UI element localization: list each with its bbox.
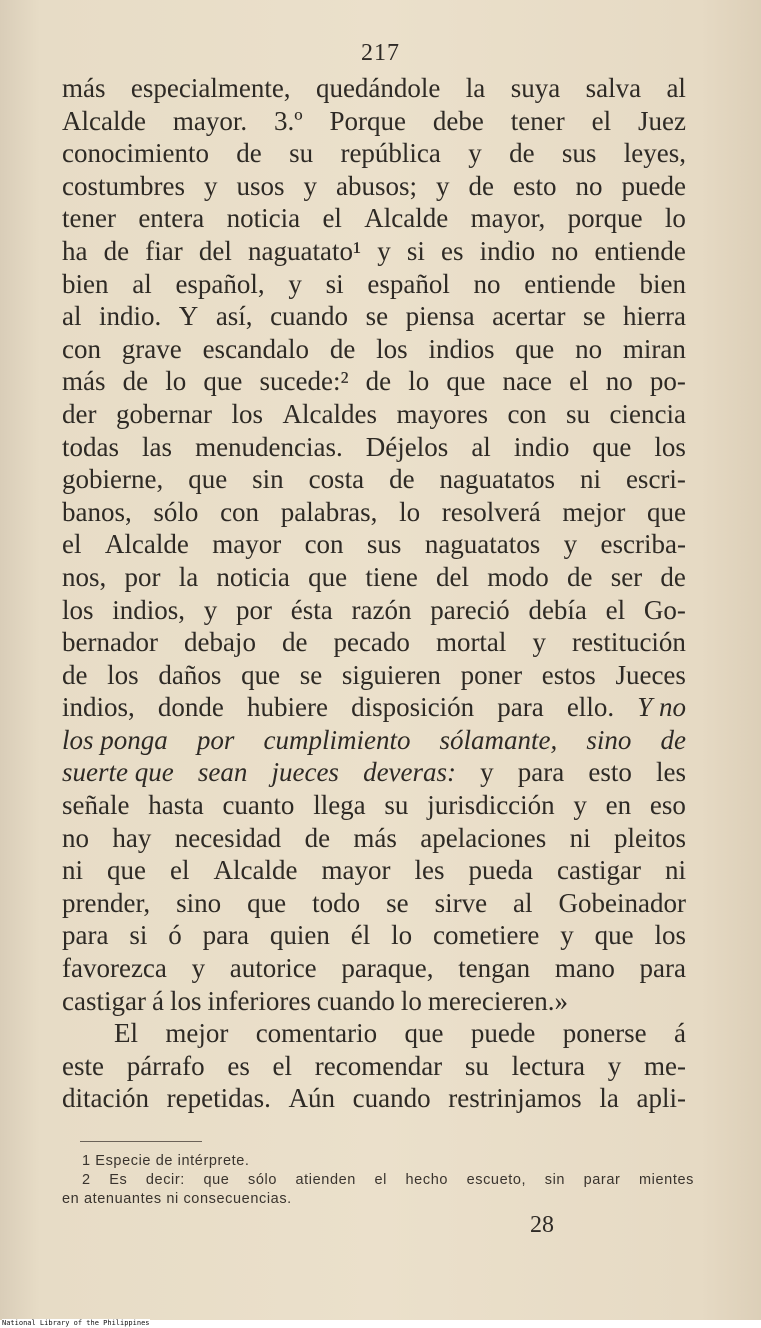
text-line: gobierne, que sin costa de naguatatos ni escri- (62, 464, 686, 495)
text-line: ditación repetidas. Aún cuando restrinjamos la apli- (62, 1083, 686, 1114)
library-credit: National Library of the Philippines (2, 1319, 150, 1327)
text-line: bernador debajo de pecado mortal y restitución (62, 627, 686, 658)
footnote-2: 2 Es decir: que sólo atienden el hecho escueto, sin parar mientes (82, 1172, 694, 1188)
text-line: no hay necesidad de más apelaciones ni pleitos (62, 822, 686, 853)
text-line: Alcalde mayor. 3.º Porque debe tener el Juez (62, 105, 686, 136)
footnotes (62, 1152, 694, 1209)
footnote-2-continued: en atenuantes ni consecuencias. (62, 1191, 292, 1207)
text-line: ni que el Alcalde mayor les pueda castigar ni (62, 855, 686, 886)
text-line: favorezca y autorice paraque, tengan mano para (62, 953, 686, 984)
text-line: prender, sino que todo se sirve al Gobeinador (62, 887, 686, 918)
text-line: el Alcalde mayor con sus naguatatos y escriba- (62, 529, 686, 560)
text-line: más de lo que sucede:² de lo que nace el no po- (62, 366, 686, 397)
text-line: indios, donde hubiere disposición para ello. Y no (62, 692, 686, 723)
text-line: este párrafo es el recomendar su lectura y me- (62, 1050, 686, 1081)
text-line: costumbres y usos y abusos; y de esto no puede (62, 170, 686, 201)
text-line: castigar á los inferiores cuando lo merecieren.» (62, 985, 569, 1016)
page-number: 217 (361, 40, 400, 66)
text-line: todas las menudencias. Déjelos al indio que los (62, 431, 686, 462)
body-text (62, 72, 686, 1115)
text-line: de los daños que se siguieren poner estos Jueces (62, 659, 686, 690)
text-line: nos, por la noticia que tiene del modo de ser de (62, 561, 686, 592)
text-line: con grave escandalo de los indios que no miran (62, 333, 686, 364)
text-line: bien al español, y si español no entiende bien (62, 268, 686, 299)
text-line: para si ó para quien él lo cometiere y que los (62, 920, 686, 951)
text-line: tener entera noticia el Alcalde mayor, porque lo (62, 203, 686, 234)
footnote-1: 1 Especie de intérprete. (82, 1153, 250, 1169)
text-line: suerte que sean jueces deveras: y para esto les (62, 757, 686, 788)
text-line: El mejor comentario que puede ponerse á (114, 1018, 686, 1049)
text-line: más especialmente, quedándole la suya salva al (62, 73, 686, 103)
text-line: señale hasta cuanto llega su jurisdicción y en eso (62, 790, 686, 821)
text-line: los ponga por cumplimiento sólamante, sino de (62, 724, 686, 755)
text-line: banos, sólo con palabras, lo resolverá mejor que (62, 496, 686, 527)
text-line: los indios, y por ésta razón pareció debía el Go- (62, 594, 686, 625)
signature-mark: 28 (530, 1212, 554, 1238)
text-line: ha de fiar del naguatato¹ y si es indio no entiende (62, 235, 686, 266)
text-line: conocimiento de su república y de sus leyes, (62, 138, 686, 169)
footnote-divider (80, 1141, 202, 1142)
text-line: der gobernar los Alcaldes mayores con su ciencia (62, 398, 686, 429)
text-line: al indio. Y así, cuando se piensa acertar se hierra (62, 301, 686, 332)
